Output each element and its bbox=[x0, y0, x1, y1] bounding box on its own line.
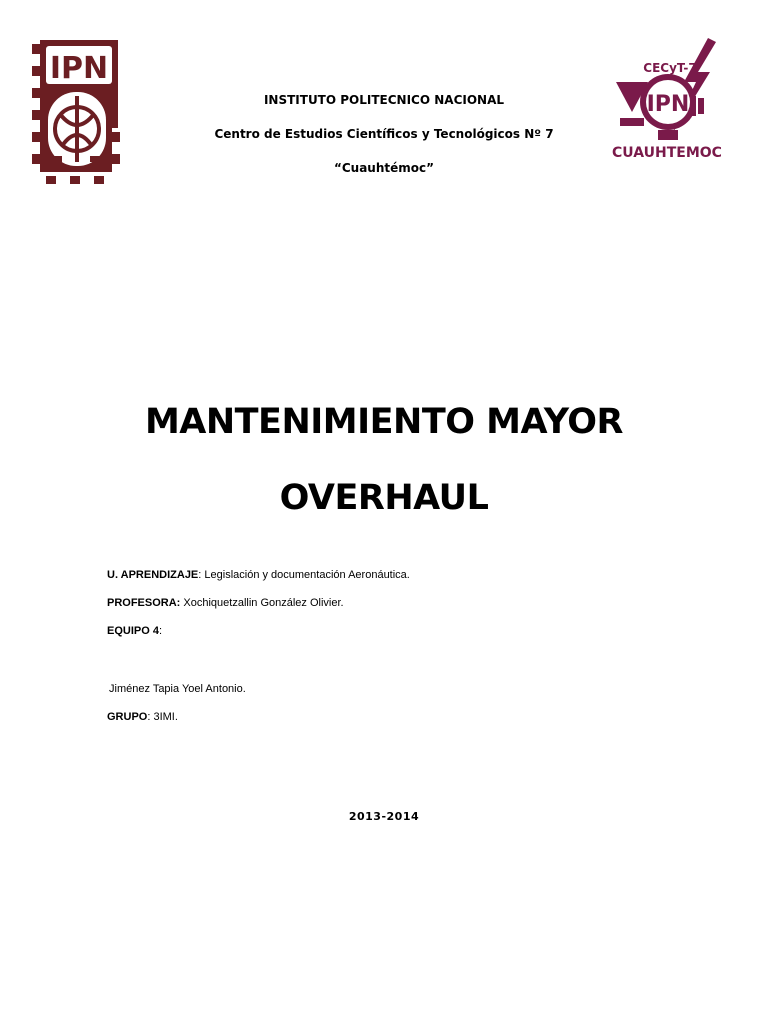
school-year: 2013-2014 bbox=[348, 810, 420, 823]
equipo-value: : bbox=[158, 625, 163, 637]
equipo-label: EQUIPO 4 bbox=[107, 625, 159, 637]
center-name: Centro de Estudios Científicos y Tecnológicos Nº 7 bbox=[214, 127, 554, 141]
document-title-line1: MANTENIMIENTO MAYOR bbox=[144, 402, 624, 442]
ipn-logo-letters: IPN bbox=[49, 51, 109, 86]
document-title-line2: OVERHAUL bbox=[279, 478, 489, 518]
profesora-label: PROFESORA: bbox=[107, 597, 181, 609]
cecyt-logo-bottom: CUAUHTEMOC bbox=[612, 145, 722, 160]
team-member: Jiménez Tapia Yoel Antonio. bbox=[109, 683, 246, 695]
aprendizaje-label: U. APRENDIZAJE bbox=[107, 569, 199, 581]
grupo-value: : 3IMI. bbox=[147, 711, 178, 723]
profesora-line bbox=[107, 597, 344, 609]
aprendizaje-value: : Legislación y documentación Aeronáutica. bbox=[198, 569, 410, 581]
cecyt-logo-top: CECyT-7 bbox=[643, 61, 697, 75]
grupo-line bbox=[107, 711, 178, 723]
school-name: “Cuauhtémoc” bbox=[333, 161, 435, 175]
profesora-value: Xochiquetzallin González Olivier. bbox=[180, 597, 344, 609]
equipo-line bbox=[107, 625, 162, 637]
cecyt-logo-mid: IPN bbox=[646, 92, 690, 117]
institution-name: INSTITUTO POLITECNICO NACIONAL bbox=[263, 93, 505, 107]
aprendizaje-line bbox=[107, 569, 410, 581]
grupo-label: GRUPO bbox=[107, 711, 148, 723]
